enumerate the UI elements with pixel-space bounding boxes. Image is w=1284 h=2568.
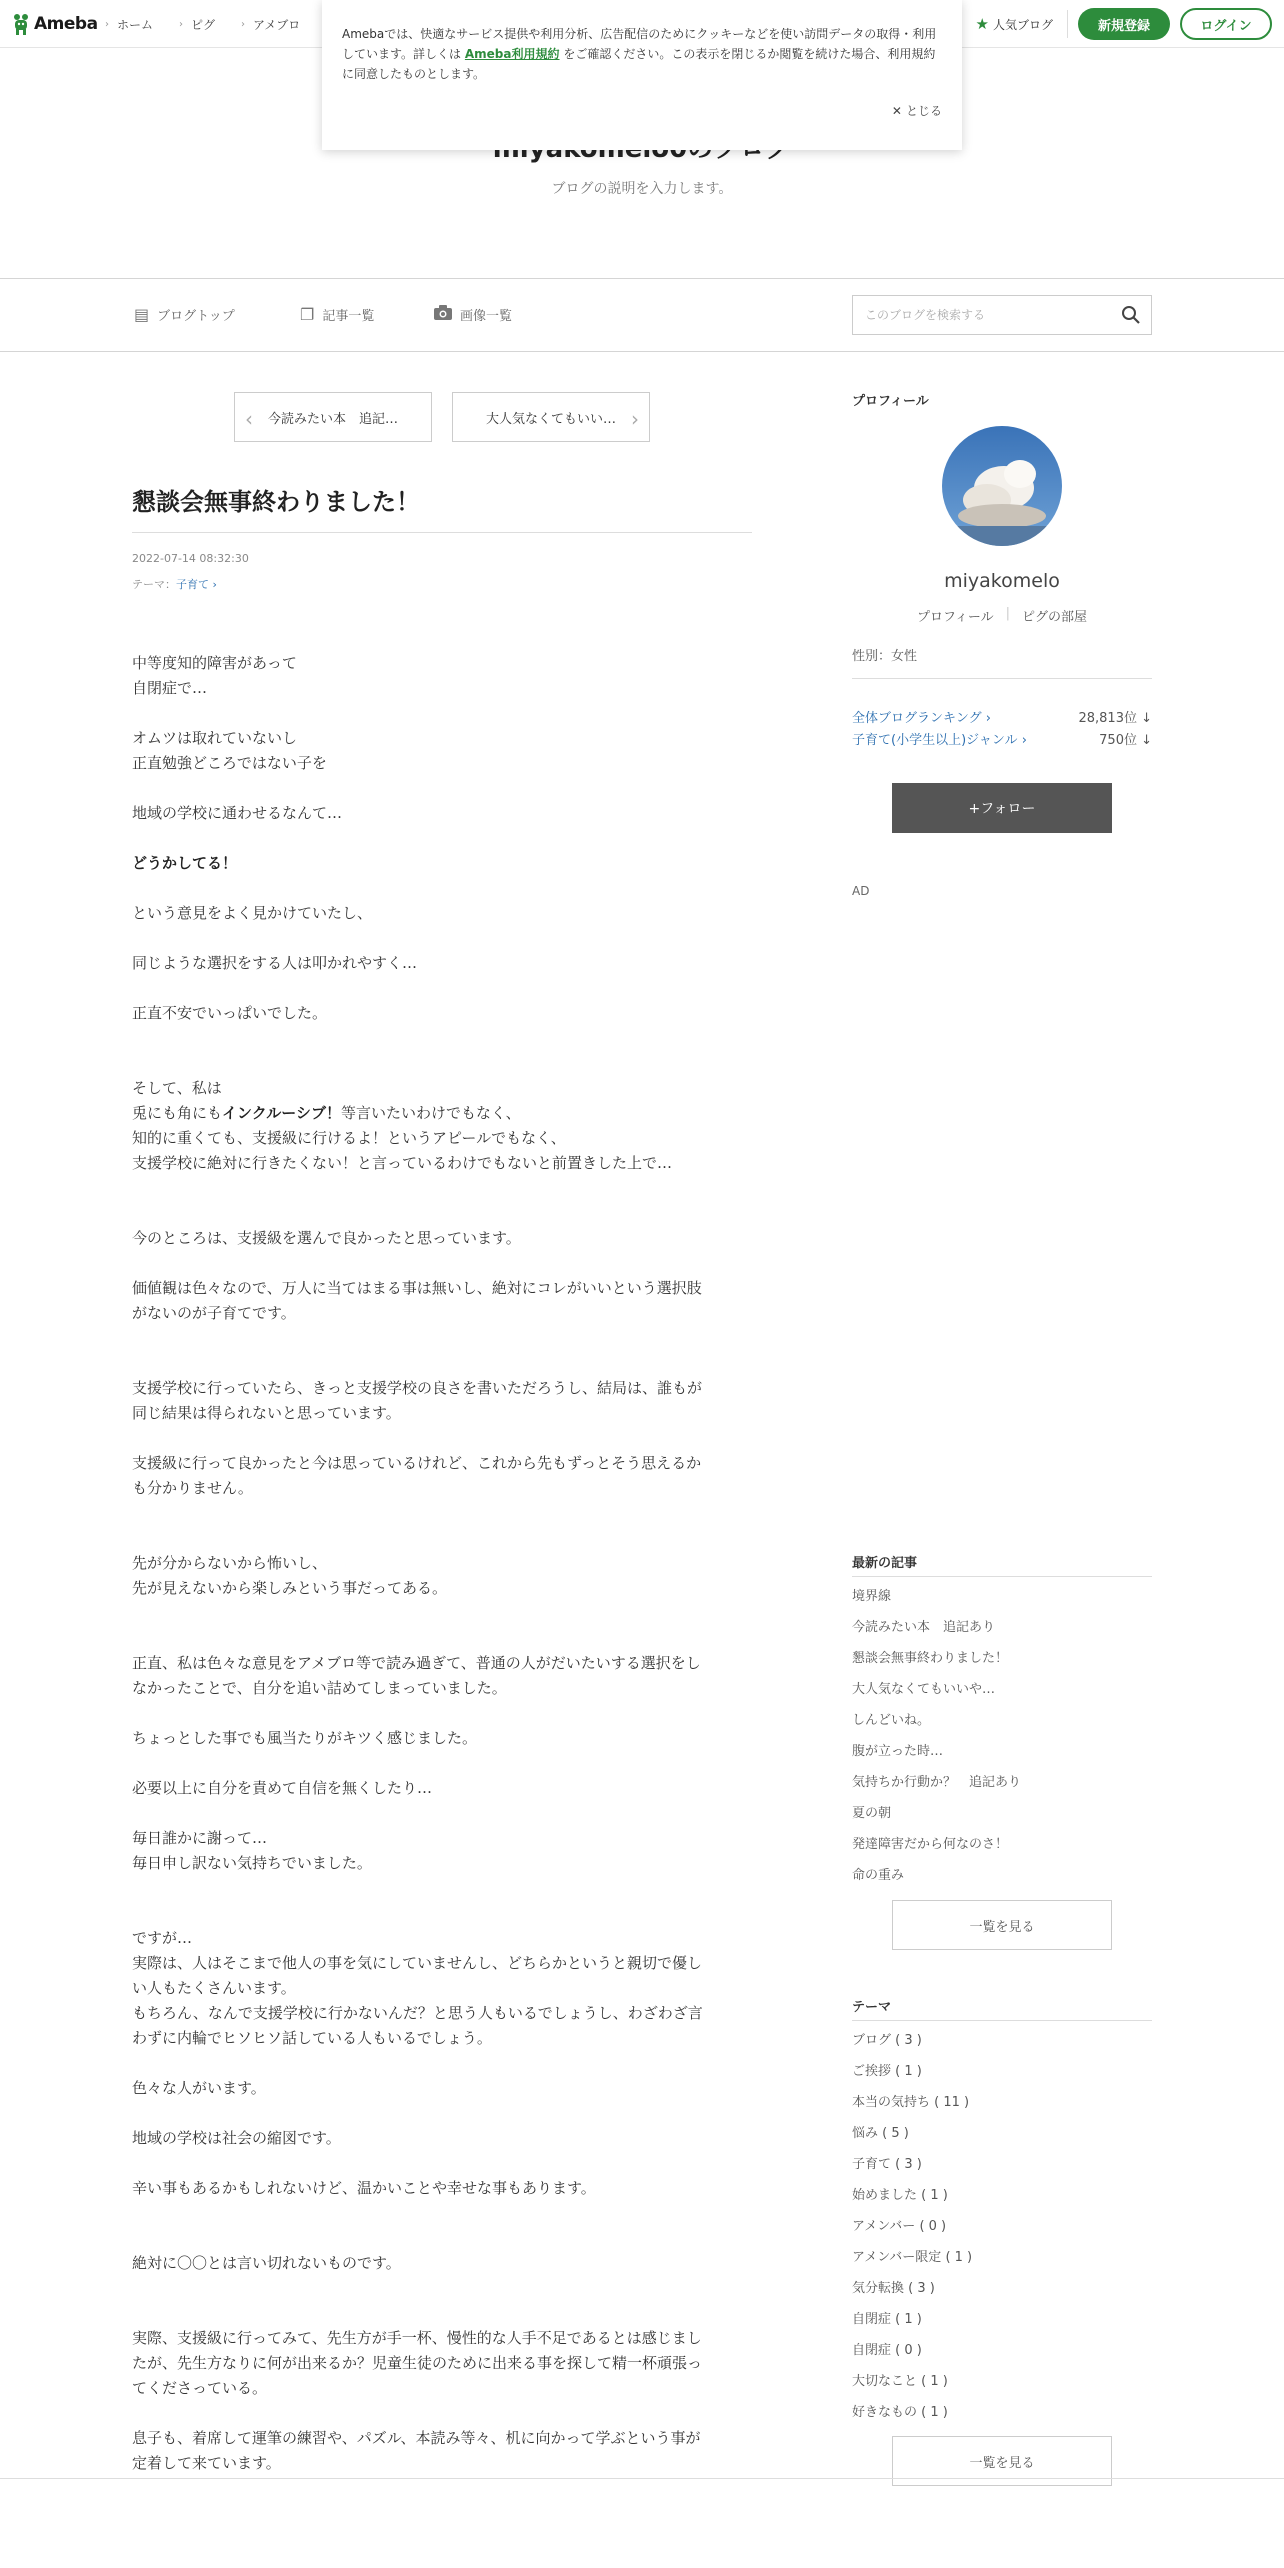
divider — [852, 2020, 1152, 2021]
divider — [0, 351, 1284, 352]
theme-list-link[interactable]: アメンバー ( 0 ) — [852, 2219, 947, 2234]
search-input[interactable] — [853, 296, 1103, 334]
profile-links — [852, 606, 1152, 625]
blog-subnav — [0, 279, 1284, 351]
nav-label: ピグ — [191, 17, 216, 32]
latest-entry-link[interactable]: 発達障害だから何なのさ！ — [852, 1837, 1009, 1852]
theme-list-link[interactable]: ご挨拶 ( 1 ) — [852, 2064, 922, 2079]
search-icon[interactable] — [1121, 305, 1141, 325]
logo-text: Ameba — [34, 14, 98, 34]
ameba-logo[interactable] — [12, 12, 98, 36]
image-list-link[interactable] — [434, 305, 512, 324]
theme-list-link[interactable]: アメンバー限定 ( 1 ) — [852, 2250, 973, 2265]
theme-heading: テーマ — [852, 2000, 892, 2015]
profile-link[interactable]: プロフィール — [916, 610, 994, 625]
theme-name: 子育て — [176, 578, 209, 591]
latest-entry-link[interactable]: 今読みたい本 追記あり — [852, 1620, 996, 1635]
chevron-right-icon: › — [631, 407, 639, 431]
blog-top-label: ブログトップ — [157, 309, 235, 324]
chevron-right-icon: › — [105, 18, 109, 30]
register-button[interactable]: 新規登録 — [1078, 8, 1170, 40]
camera-icon — [434, 305, 452, 324]
body-line: 今のところは、支援級を選んで良かったと思っています。 — [132, 1229, 521, 1247]
divider — [0, 2478, 1284, 2479]
nav-label: アメブロ — [253, 17, 301, 32]
body-line: 支援学校に絶対に行きたくない！と言っているわけでもないと前置きした上で… — [132, 1154, 673, 1172]
chevron-right-icon: › — [241, 18, 246, 30]
cookie-notice — [322, 0, 962, 150]
follow-button[interactable]: +フォロー — [892, 783, 1112, 833]
body-line: という意見をよく見かけていたし、 — [132, 904, 373, 922]
body-line: 価値観は色々なので、万人に当てはまる事は無いし、絶対にコレがいいという選択肢 — [132, 1279, 702, 1297]
divider — [852, 678, 1152, 679]
theme-list-link[interactable]: ブログ ( 3 ) — [852, 2033, 922, 2048]
theme-list-link[interactable]: 気分転換 ( 3 ) — [852, 2281, 935, 2296]
next-entry-label: 大人気なくてもいい… — [485, 411, 616, 427]
entry-title: 懇談会無事終わりました！ — [132, 488, 420, 516]
ad-label: AD — [852, 884, 870, 898]
see-all-themes-button[interactable]: 一覧を見る — [892, 2436, 1112, 2486]
latest-entry-link[interactable]: 気持ちか行動か？ 追記あり — [852, 1775, 1022, 1790]
body-line: がないのが子育てです。 — [132, 1304, 296, 1322]
profile-sex: 性別：女性 — [852, 649, 918, 664]
theme-list-link[interactable]: 自閉症 ( 0 ) — [852, 2343, 922, 2358]
body-line: 実際、支援級に行ってみて、先生方が手一杯、慢性的な人手不足であるとは感じまし — [132, 2329, 702, 2347]
body-line: 同じような選択をする人は叩かれやすく… — [132, 954, 418, 972]
pig-room-link[interactable]: ピグの部屋 — [1022, 610, 1088, 625]
login-button[interactable]: ログイン — [1180, 8, 1272, 40]
body-line: 実際は、人はそこまで他人の事を気にしていませんし、どちらかというと親切で優し — [132, 1954, 703, 1972]
ameba-logo-icon — [12, 13, 30, 35]
theme-list-link[interactable]: 自閉症 ( 1 ) — [852, 2312, 922, 2327]
chevron-right-icon: › — [179, 18, 184, 30]
entry-list-link[interactable] — [300, 305, 374, 324]
ranking-value: 28,813位 ↓ — [1078, 711, 1152, 726]
body-line: ですが… — [132, 1929, 193, 1947]
blog-description: ブログの説明を入力します。 — [551, 181, 733, 197]
global-nav — [105, 0, 300, 48]
latest-entry-link[interactable]: しんどいね。 — [852, 1713, 931, 1728]
blog-search — [852, 295, 1152, 335]
body-line: 必要以上に自分を責めて自信を無くしたり… — [132, 1779, 433, 1797]
popular-blog-link[interactable] — [976, 10, 1068, 38]
entry-date: 2022-07-14 08:32:30 — [132, 552, 249, 565]
ranking-row — [852, 729, 1152, 748]
body-line: 絶対に〇〇とは言い切れないものです。 — [132, 2254, 401, 2272]
body-line: 毎日申し訳ない気持ちでいました。 — [132, 1854, 372, 1872]
profile-heading: プロフィール — [852, 394, 929, 409]
theme-list-link[interactable]: 好きなもの ( 1 ) — [852, 2405, 948, 2420]
body-line: たが、先生方なりに何が出来るか？児童生徒のために出来る事を探して精一杯頑張っ — [132, 2354, 703, 2372]
body-line: 先が見えないから楽しみという事だってある。 — [132, 1579, 448, 1597]
latest-entry-link[interactable]: 懇談会無事終わりました！ — [852, 1651, 1009, 1666]
crown-icon: ★ — [975, 15, 989, 33]
cookie-text — [342, 24, 942, 84]
divider — [132, 532, 752, 533]
latest-entry-link[interactable]: 大人気なくてもいいや… — [852, 1682, 996, 1697]
body-line: なかったことで、自分を追い詰めてしまっていました。 — [132, 1679, 507, 1697]
cookie-text-before: Amebaでは、快適なサービス提供や利用分析、広告配信のためにクッキーなどを使い訪問データの取得・利用しています。詳しくは — [342, 27, 937, 61]
body-line: そして、私は — [132, 1079, 222, 1097]
cookie-close-label: とじる — [905, 104, 942, 118]
body-line: い人もたくさんいます。 — [132, 1979, 296, 1997]
theme-list-link[interactable]: 大切なこと ( 1 ) — [852, 2374, 948, 2389]
latest-entry-link[interactable]: 命の重み — [852, 1868, 905, 1883]
latest-entry-link[interactable]: 夏の朝 — [852, 1806, 892, 1821]
body-line: 同じ結果は得られないと思っています。 — [132, 1404, 401, 1422]
header-actions — [976, 8, 1272, 40]
chevron-left-icon: ‹ — [245, 407, 253, 431]
nav-label: ホーム — [117, 17, 154, 32]
image-list-label: 画像一覧 — [460, 309, 513, 324]
nav-ameblo[interactable] — [241, 16, 300, 33]
body-line: 知的に重くても、支援級に行けるよ！というアピールでもなく、 — [132, 1129, 566, 1147]
body-line: 色々な人がいます。 — [132, 2079, 266, 2097]
body-text: 等言いたいわけでもなく、 — [340, 1104, 521, 1122]
ranking-value: 750位 ↓ — [1099, 733, 1152, 748]
body-line: も分かりません。 — [132, 1479, 253, 1497]
popular-blog-label: 人気ブログ — [992, 17, 1053, 32]
body-line: 自閉症で… — [132, 679, 208, 697]
emphasis-text: どうかしてる！ — [132, 854, 238, 872]
divider — [852, 1576, 1152, 1577]
ranking-name: 子育て(小学生以上)ジャンル — [852, 733, 1018, 748]
body-line: 辛い事もあるかもしれないけど、温かいことや幸せな事もあります。 — [132, 2179, 596, 2197]
body-line: てくださっている。 — [132, 2379, 268, 2397]
theme-link[interactable]: 子育て › — [176, 578, 217, 591]
body-line: 定着して来ています。 — [132, 2454, 281, 2472]
copy-icon: ❐ — [300, 305, 315, 324]
see-all-entries-button[interactable]: 一覧を見る — [892, 1900, 1112, 1950]
theme-list-link[interactable]: 悩み ( 5 ) — [852, 2126, 909, 2141]
cookie-text-after: をご確認ください。この表示を閉じるか閲覧を続けた場合、利用規約に同意したものとします。 — [342, 47, 936, 81]
body-line: 地域の学校に通わせるなんて… — [132, 804, 343, 822]
body-line: ちょっとした事でも風当たりがキツく感じました。 — [132, 1729, 478, 1747]
body-line: 支援学校に行っていたら、きっと支援学校の良さを書いただろうし、結局は、誰もが — [132, 1379, 703, 1397]
blog-top-link[interactable] — [134, 305, 235, 324]
theme-label: テーマ： — [132, 578, 176, 591]
body-line: 正直不安でいっぱいでした。 — [132, 1004, 328, 1022]
ranking-link[interactable]: 子育て(小学生以上)ジャンル › — [852, 733, 1027, 748]
emphasis-text: インクルーシブ！ — [222, 1104, 341, 1122]
prev-entry-button[interactable] — [234, 392, 432, 442]
latest-entry-link[interactable]: 境界線 — [852, 1589, 892, 1604]
body-line: 支援級に行って良かったと今は思っているけれど、これから先もずっとそう思えるか — [132, 1454, 702, 1472]
prev-entry-label: 今読みたい本 追記… — [267, 411, 398, 427]
body-text: 兎にも角にも — [132, 1104, 223, 1122]
body-line: もちろん、なんで支援学校に行かないんだ？と思う人もいるでしょうし、わざわざ言 — [132, 2004, 703, 2022]
close-icon: ✕ — [891, 103, 902, 118]
body-line — [132, 852, 237, 873]
body-line — [132, 1102, 521, 1123]
terms-link[interactable]: Ameba利用規約 — [464, 47, 560, 61]
theme-list-link[interactable]: 子育て ( 3 ) — [852, 2157, 922, 2172]
ranking-link[interactable]: 全体ブログランキング › — [852, 711, 991, 726]
entry-list-label: 記事一覧 — [322, 309, 375, 324]
theme-list-link[interactable]: 始めました ( 1 ) — [852, 2188, 948, 2203]
body-line: 正直勉強どころではない子を — [132, 754, 327, 772]
entry-theme — [132, 576, 217, 592]
theme-list-link[interactable]: 本当の気持ち ( 11 ) — [852, 2095, 970, 2110]
body-line: 正直、私は色々な意見をアメブロ等で読み過ぎて、普通の人がだいたいする選択をし — [132, 1654, 701, 1672]
nav-pigg[interactable] — [179, 16, 215, 33]
separator: | — [1005, 606, 1011, 621]
ranking-row — [852, 707, 1152, 726]
ranking-name: 全体ブログランキング — [852, 711, 982, 726]
body-line: 中等度知的障害があって — [132, 654, 297, 672]
cookie-close-button[interactable] — [892, 102, 942, 119]
profile-name[interactable]: miyakomelo — [944, 570, 1060, 592]
document-icon: ▤ — [134, 305, 150, 324]
body-line: 息子も、着席して運筆の練習や、パズル、本読み等々、机に向かって学ぶという事が — [132, 2429, 701, 2447]
body-line: 先が分からないから怖いし、 — [132, 1554, 328, 1572]
body-line: 毎日誰かに謝って… — [132, 1829, 268, 1847]
avatar[interactable] — [942, 426, 1062, 546]
body-line: オムツは取れていないし — [132, 729, 298, 747]
latest-entry-link[interactable]: 腹が立った時… — [852, 1744, 944, 1759]
next-entry-button[interactable] — [452, 392, 650, 442]
nav-home[interactable] — [105, 16, 153, 33]
body-line: わずに内輪でヒソヒソ話している人もいるでしょう。 — [132, 2029, 492, 2047]
latest-heading: 最新の記事 — [852, 1556, 918, 1571]
body-line: 地域の学校は社会の縮図です。 — [132, 2129, 341, 2147]
